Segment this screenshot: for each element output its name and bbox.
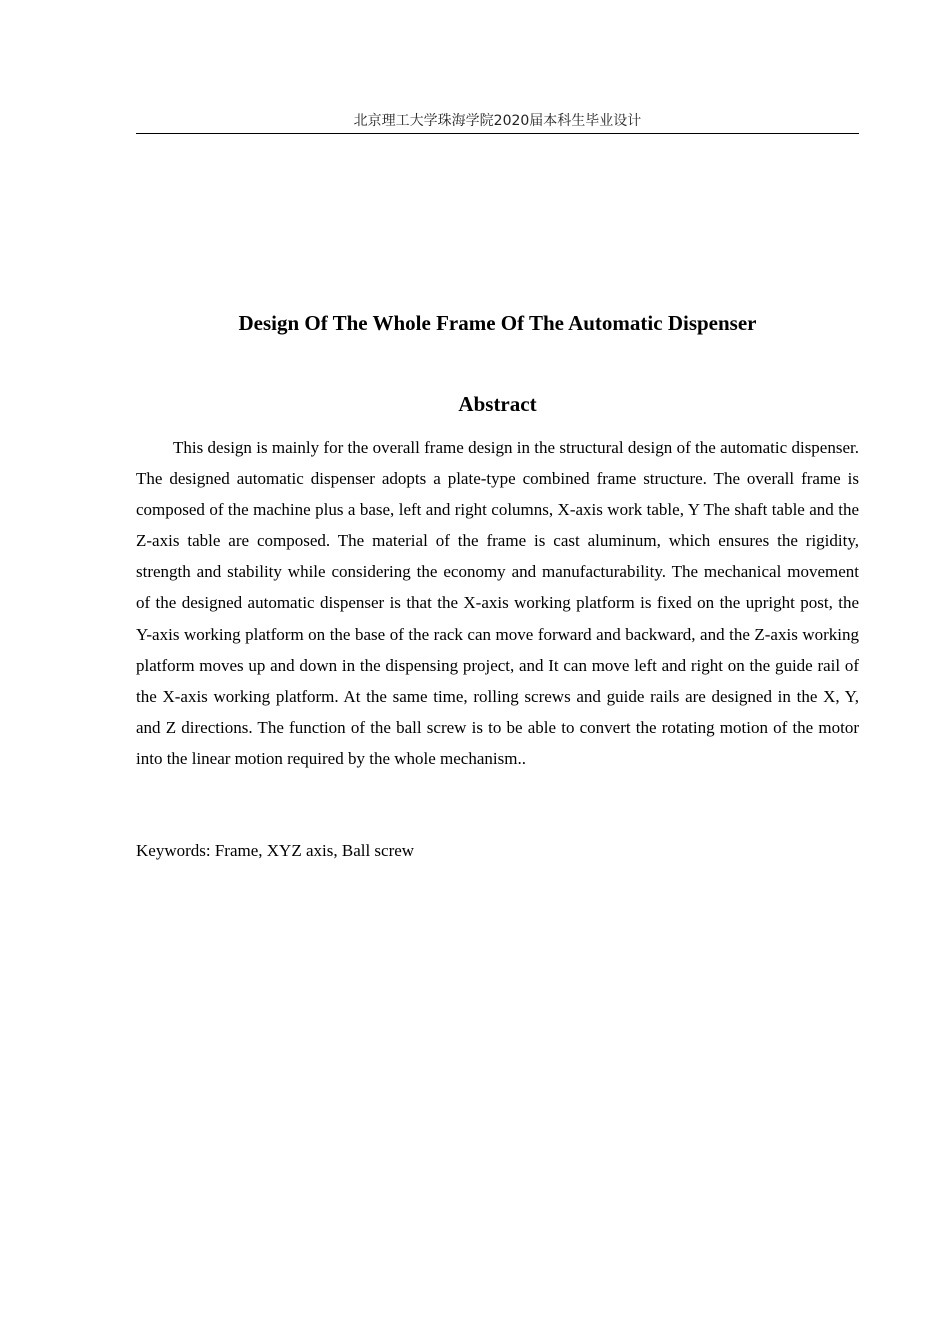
page-header: 北京理工大学珠海学院2020届本科生毕业设计 xyxy=(136,110,859,134)
page-title: Design Of The Whole Frame Of The Automatic Dispenser xyxy=(238,311,757,335)
keywords-line: Keywords: Frame, XYZ axis, Ball screw xyxy=(136,841,415,860)
abstract-body: This design is mainly for the overall frame design in the structural design of the automatic dispenser. The designed automatic dispenser adopts a plate-type combined frame structure. The overall frame is composed of the machine plus a base, left and right columns, X-axis work table, Y The shaft table and the Z-axis table are composed. The material of the frame is cast aluminum, which ensures the rigidity, strength and stability while considering the economy and manufacturability. The mechanical movement of the designed automatic dispenser is that the X-axis working platform is fixed on the upright post, the Y-axis working platform on the base of the rack can move forward and backward, and the Z-axis working platform moves up and down in the dispensing project, and It can move left and right on the guide rail of the X-axis working platform. At the same time, rolling screws and guide rails are designed in the X, Y, and Z directions. The function of the ball screw is to be able to convert the rotating motion of the motor into the linear motion required by the whole mechanism.. xyxy=(136,438,859,768)
abstract-heading: Abstract xyxy=(458,392,537,416)
